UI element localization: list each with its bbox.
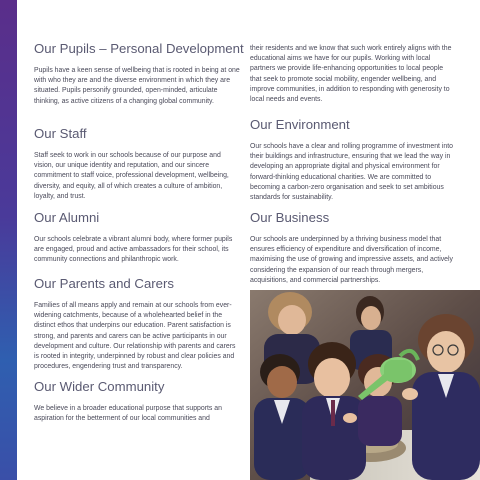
heading-parents: Our Parents and Carers — [34, 276, 174, 291]
section-wider-community — [34, 379, 240, 424]
section-wider-continued — [250, 44, 456, 105]
decorative-side-bar — [0, 0, 17, 480]
text-pupils: Pupils have a keen sense of wellbeing that is rooted in being at one with who they are and the diverse environment in which they are situated. Pupils personify grounded, open-minded, articulate thinking, as active citizens of a changing global community. — [34, 67, 240, 105]
section-business — [250, 210, 456, 286]
heading-staff: Our Staff — [34, 126, 87, 141]
text-environment: Our schools have a clear and rolling programme of investment into their buildings and infrastructure, ensuring that we lead the way in developing an appropriate digital and physical environment for forward-thinking educational charities. We are committed to becoming a carbon-zero organisation and seek to set ambitious standards for sustainability. — [250, 143, 453, 202]
text-wider-continued: their residents and we know that such work entirely aligns with the educational aims we have for our pupils. Working with local partners we provide life-enhancing opportunities to local people that seek to promote social mobility, engender wellbeing, and improve communities, in addition to responding with generosity to local needs and events. — [250, 45, 452, 104]
heading-alumni: Our Alumni — [34, 210, 100, 225]
section-staff — [34, 126, 240, 202]
heading-wider-community: Our Wider Community — [34, 379, 165, 394]
heading-pupils: Our Pupils – Personal Development — [34, 41, 244, 56]
section-parents — [34, 276, 240, 372]
photo-illustration — [250, 290, 480, 480]
heading-business: Our Business — [250, 210, 330, 225]
section-environment — [250, 117, 456, 203]
text-wider-community: We believe in a broader educational purpose that supports an aspiration for the betterment of our local communities and — [34, 405, 222, 423]
section-alumni — [34, 210, 240, 266]
text-parents: Families of all means apply and remain at our schools from ever-widening catchments, because of a wholehearted belief in the distinct ethos that underpins our education. Parent satisfaction is strong, and parents and carers can be active participants in our development and culture. Our relationship with parents and carers is rooted in integrity, underpinned by robust and clear policies and procedures, engendering trust and transparency. — [34, 302, 236, 371]
text-alumni: Our schools celebrate a vibrant alumni body, where former pupils are engaged, proud and active ambassadors for their school, its community connections and philanthropic work. — [34, 236, 233, 264]
heading-environment: Our Environment — [250, 117, 350, 132]
text-staff: Staff seek to work in our schools because of our purpose and vision, our unique identity and reputation, and our sincere commitment to staff voice, professional development, wellbeing, diversity, and equity, all of which creates a culture of ambition, loyalty, and trust. — [34, 152, 229, 200]
text-business: Our schools are underpinned by a thriving business model that ensures efficiency of expenditure and diversification of income, maximising the use of growing and impressive assets, and actively considering the expansion of our reach through mergers, acquisitions, and commercial partnerships. — [250, 236, 453, 284]
section-pupils — [34, 41, 244, 107]
photo-pupils-watering-plant — [250, 290, 480, 480]
